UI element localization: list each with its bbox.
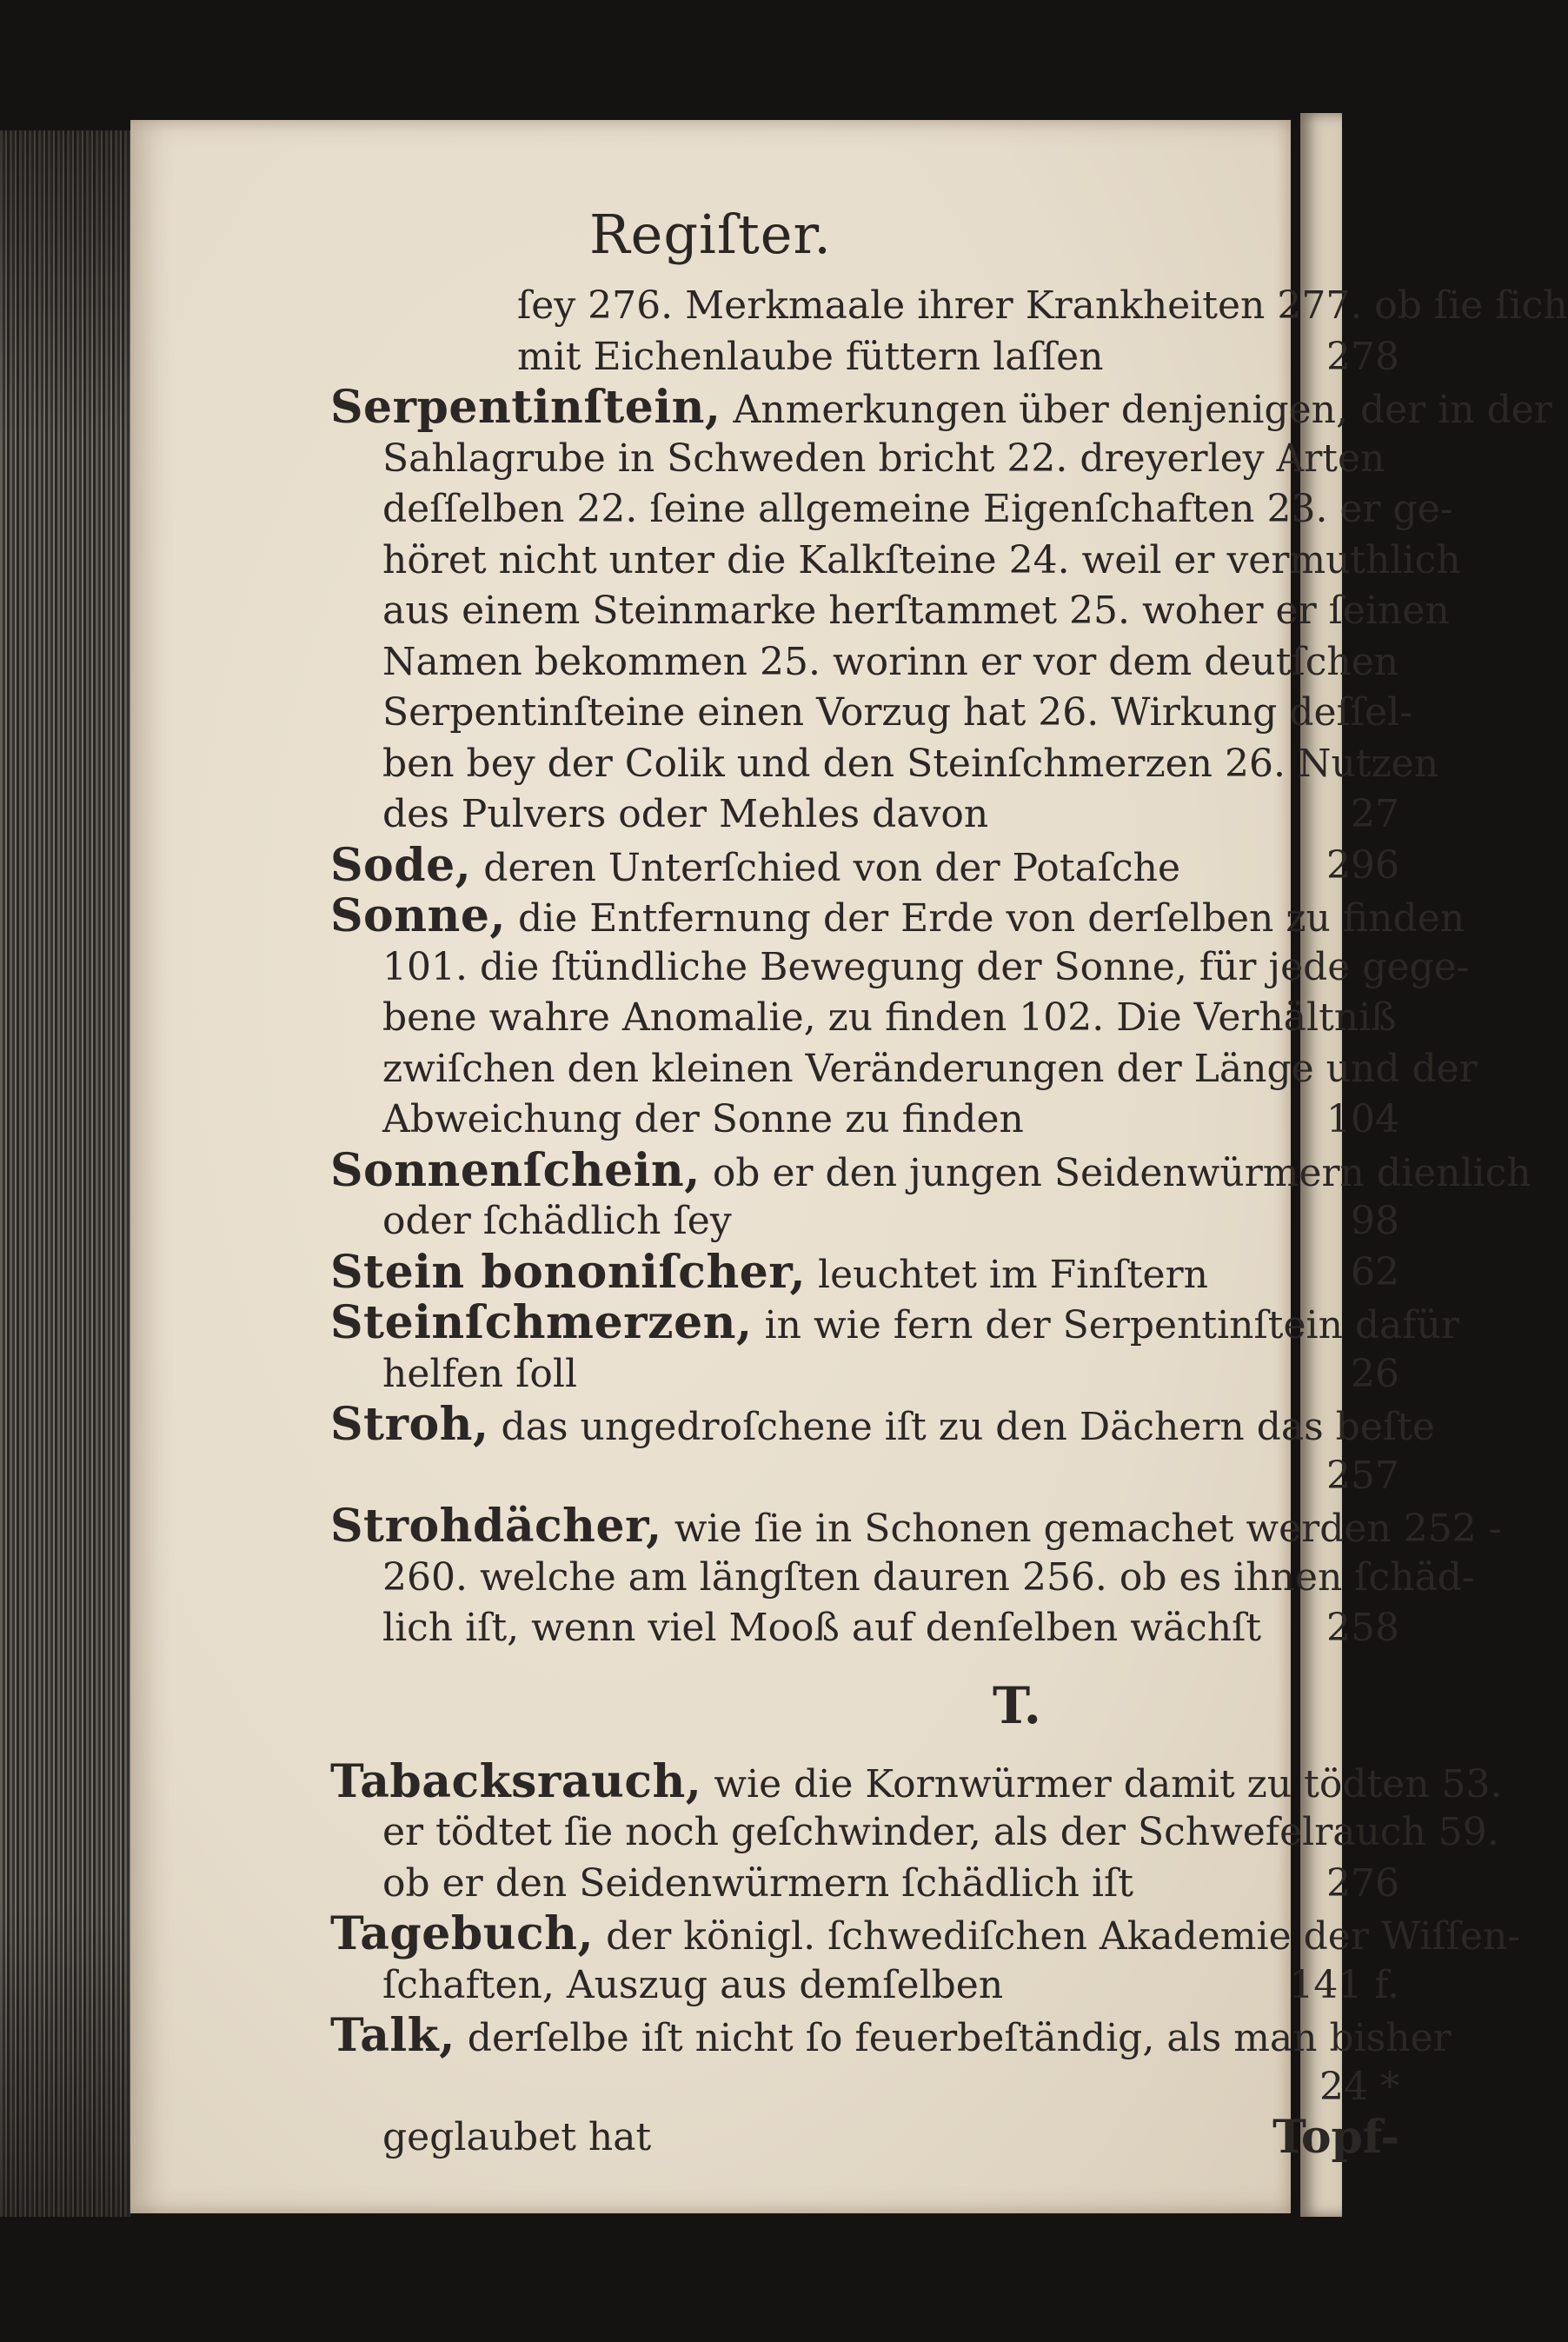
book-page: [130, 120, 1568, 2213]
entry-line: [330, 281, 1568, 332]
page-ref: 27: [1351, 792, 1399, 836]
line-text: er tödtet ſie noch geſchwinder, als der Schwefelrauch 59.: [382, 1810, 1499, 1854]
entry-keyword: Sonne,: [330, 889, 507, 942]
entry-keyword: Steinſchmerzen,: [330, 1296, 753, 1349]
page-ref: 296: [1326, 842, 1399, 888]
catchword: Topf-: [1272, 2111, 1399, 2164]
page-ref: 278: [1326, 334, 1399, 379]
page-ref: 26: [1351, 1351, 1399, 1396]
entry-line: [330, 2112, 1408, 2164]
line-text: ob er den jungen Seidenwürmern dienlich: [700, 1150, 1531, 1195]
entry-strohdaecher: [330, 1500, 1502, 1553]
line-text: ſchaften, Auszug aus demſelben: [382, 1962, 1004, 2007]
entry-talk: [330, 2009, 1452, 2062]
entry-line: [330, 1451, 1408, 1502]
entry-line: [330, 484, 1453, 536]
entry-line: [330, 1196, 1408, 1248]
entry-line: [330, 1807, 1499, 1859]
entry-line: [330, 942, 1470, 994]
line-text: in wie fern der Serpentinſtein dafür: [752, 1303, 1459, 1347]
entry-line: [330, 434, 1408, 485]
entry-keyword: Sonnenſchein,: [330, 1143, 701, 1197]
entry-line: [330, 1960, 1408, 2012]
line-text: Abweichung der Sonne zu finden: [382, 1097, 1024, 1141]
line-text: leuchtet im Finſtern: [806, 1252, 1208, 1297]
line-text: die Entfernung der Erde von derſelben zu finden: [506, 896, 1465, 941]
line-text: Anmerkungen über denjenigen, der in der: [721, 388, 1552, 432]
entry-keyword: Stroh,: [330, 1398, 489, 1451]
page-title: Regiſter.: [589, 203, 832, 266]
entry-keyword: Strohdächer,: [330, 1500, 662, 1553]
entry-keyword: Tagebuch,: [330, 1907, 595, 1960]
entry-line: [330, 1553, 1475, 1604]
line-text: geglaubet hat: [382, 2115, 652, 2159]
entry-line: [330, 2062, 1408, 2113]
entry-line: [330, 1044, 1478, 1095]
entry-line: [330, 789, 1408, 841]
section-letter-heading: T.: [993, 1675, 1041, 1735]
line-text: helfen ſoll: [382, 1351, 578, 1396]
entry-stroh: [330, 1398, 1435, 1451]
entry-keyword: Stein bononiſcher,: [330, 1245, 807, 1299]
page-ref: 24 *: [1319, 2064, 1399, 2109]
line-text: höret nicht unter die Kalkſteine 24. weil er vermuthlich: [382, 537, 1461, 582]
entry-stein-bononischer: [330, 1245, 1408, 1299]
line-text: oder ſchädlich ſey: [382, 1199, 732, 1243]
entry-serpentinstein: [330, 381, 1552, 434]
entry-line: [330, 688, 1413, 739]
line-text: Serpentinſteine einen Vorzug hat 26. Wirkung deſſel-: [382, 690, 1413, 735]
entry-keyword: Serpentinſtein,: [330, 381, 721, 434]
entry-line: [330, 1094, 1408, 1146]
line-text: der königl. ſchwediſchen Akademie der Wiſſen-: [594, 1914, 1521, 1959]
entry-keyword: Talk,: [330, 2009, 455, 2062]
line-text: wie ſie in Schonen gemachet werden 252 -: [661, 1507, 1502, 1551]
entry-keyword: Tabacksrauch,: [330, 1754, 702, 1808]
line-text: ob er den Seidenwürmern ſchädlich iſt: [382, 1860, 1133, 1906]
entry-line: [330, 739, 1439, 790]
line-text: deren Unterſchied von der Potaſche: [471, 845, 1181, 890]
entry-line: [330, 637, 1408, 689]
page-ref: 104: [1326, 1097, 1399, 1141]
line-text: bene wahre Anomalie, zu finden 102. Die Verhältniß: [382, 995, 1397, 1040]
entry-line: [330, 1603, 1408, 1654]
entry-tagebuch: [330, 1907, 1521, 1960]
entry-tabacksrauch: [330, 1754, 1503, 1808]
page-ref: 258: [1326, 1606, 1399, 1650]
line-text: mit Eichenlaube füttern laſſen: [517, 334, 1104, 379]
page-ref: 141 f.: [1289, 1962, 1399, 2007]
entry-line: [330, 993, 1408, 1044]
line-text: derſelbe iſt nicht ſo feuerbeſtändig, als man bisher: [455, 2016, 1452, 2060]
entry-line: [330, 332, 1408, 383]
entry-line: [330, 586, 1450, 637]
line-text: des Pulvers oder Mehles davon: [382, 792, 989, 836]
line-text: 260. welche am längſten dauren 256. ob es ihnen ſchäd-: [382, 1554, 1475, 1600]
page-ref: 276: [1326, 1860, 1399, 1906]
line-text: 101. die ſtündliche Bewegung der Sonne, für jede gege-: [382, 944, 1470, 989]
page-edge-shade: [0, 130, 130, 2217]
line-text: Sahlagrube in Schweden bricht 22. dreyerley Arten: [382, 436, 1385, 481]
entry-line: [330, 1859, 1408, 1910]
page-ref: 62: [1351, 1249, 1399, 1294]
line-text: wie die Kornwürmer damit zu tödten 53.: [701, 1761, 1503, 1806]
entry-keyword: Sode,: [330, 838, 472, 892]
page-ref: 98: [1351, 1199, 1399, 1243]
page-ref: 257: [1326, 1453, 1399, 1498]
entry-sode: [330, 838, 1408, 892]
line-text: deſſelben 22. ſeine allgemeine Eigenſchaften 23. er ge-: [382, 487, 1453, 531]
register-entries: [330, 281, 1568, 2164]
entry-steinschmerzen: [330, 1296, 1459, 1349]
line-text: ſey 276. Merkmaale ihrer Krankheiten 277. ob ſie ſich: [517, 283, 1568, 328]
entry-sonne: [330, 889, 1465, 942]
line-text: Namen bekommen 25. worinn er vor dem deutſchen: [382, 639, 1399, 684]
line-text: zwiſchen den kleinen Veränderungen der Länge und der: [382, 1046, 1478, 1091]
line-text: lich iſt, wenn viel Mooß auf denſelben wächſt: [382, 1606, 1262, 1650]
line-text: das ungedroſchene iſt zu den Dächern das beſte: [488, 1405, 1435, 1449]
entry-sonnenschein: [330, 1143, 1531, 1197]
entry-line: [330, 1349, 1408, 1401]
line-text: ben bey der Colik und den Steinſchmerzen 26. Nutzen: [382, 741, 1439, 786]
line-text: aus einem Steinmarke herſtammet 25. woher er ſeinen: [382, 589, 1450, 633]
entry-line: [330, 536, 1461, 587]
